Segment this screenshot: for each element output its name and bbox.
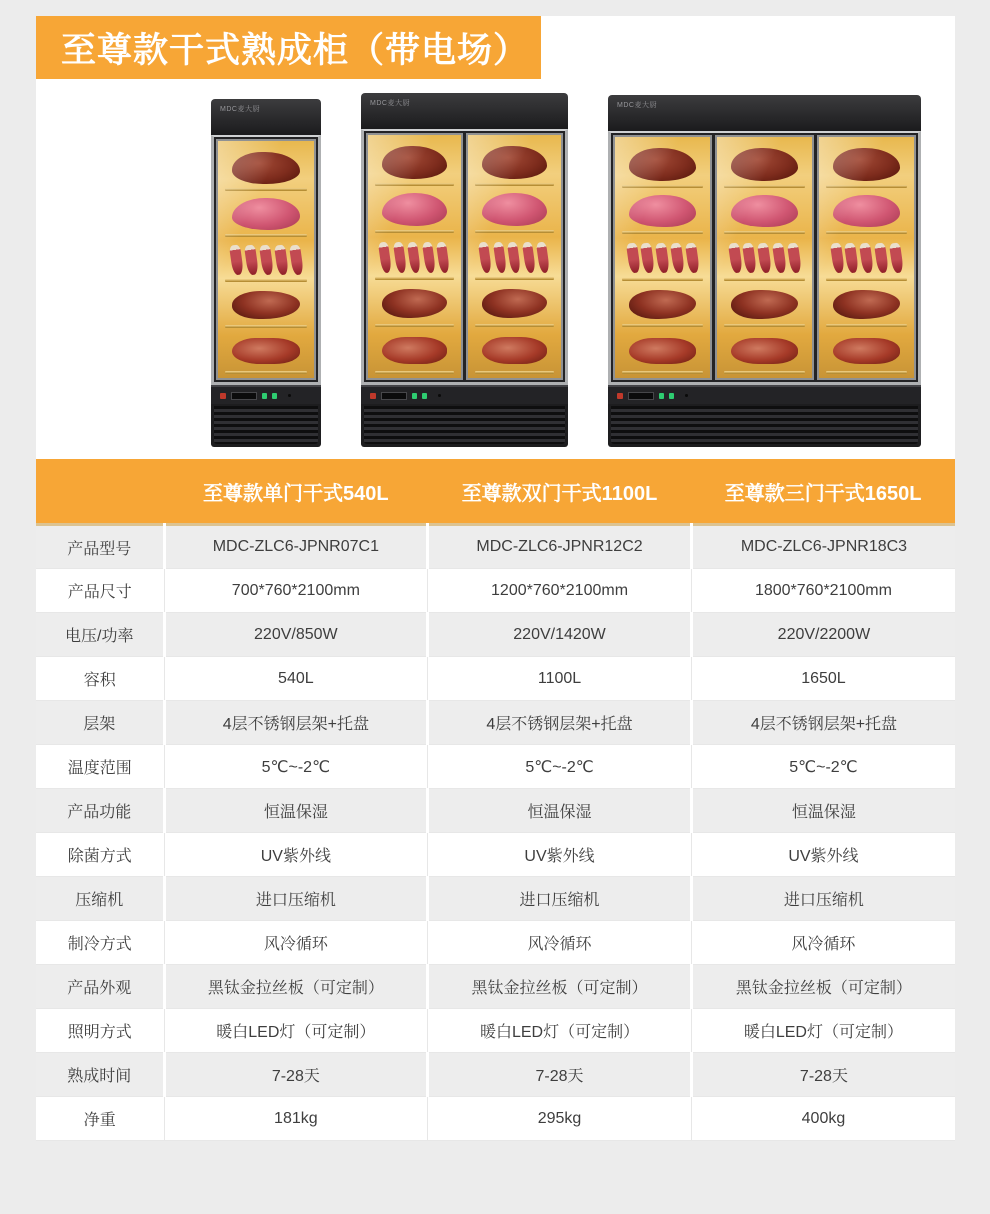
spec-value-cell: 进口压缩机 [164, 877, 428, 921]
meat-cut [629, 148, 695, 181]
control-panel [361, 387, 568, 404]
row-label: 产品外观 [36, 965, 164, 1009]
rib [422, 241, 437, 273]
product-spec-page [36, 16, 955, 1141]
table-row [36, 1053, 955, 1097]
control-button [422, 393, 427, 399]
control-panel [608, 387, 921, 404]
meat-cut [833, 290, 899, 319]
spec-value-cell: 7-28天 [164, 1053, 428, 1097]
page-title-banner [36, 16, 541, 79]
rib [478, 241, 493, 273]
meat-shelf [620, 234, 705, 281]
row-label: 温度范围 [36, 745, 164, 789]
rib [522, 241, 537, 273]
spec-value-cell: UV紫外线 [428, 833, 692, 877]
meat-shelf [824, 281, 909, 328]
glass-door [715, 135, 814, 380]
spec-value-cell: 1200*760*2100mm [428, 569, 692, 613]
rib [655, 242, 670, 274]
row-label: 压缩机 [36, 877, 164, 921]
lock-hole [685, 394, 688, 397]
spec-value-cell: 风冷循环 [428, 921, 692, 965]
compressor-base [608, 385, 921, 447]
spec-value-cell: 1100L [428, 657, 692, 701]
row-label: 产品尺寸 [36, 569, 164, 613]
spec-value-cell: 220V/1420W [428, 613, 692, 657]
rib [536, 241, 551, 273]
spec-value-cell: 暖白LED灯（可定制） [428, 1009, 692, 1053]
brand-logo: MDC麦大厨 [220, 106, 260, 113]
spec-value-cell: 4层不锈钢层架+托盘 [428, 701, 692, 745]
table-row [36, 569, 955, 613]
spec-value-cell: 暖白LED灯（可定制） [691, 1009, 955, 1053]
meat-cut [382, 337, 447, 363]
table-row [36, 613, 955, 657]
control-button [412, 393, 417, 399]
meat-shelf [824, 327, 909, 374]
rib [274, 245, 289, 276]
spec-table [36, 523, 955, 1141]
meat-shelf [473, 139, 556, 186]
spec-value-cell: 5℃~-2℃ [164, 745, 428, 789]
rib [787, 242, 802, 274]
meat-cut [629, 338, 695, 364]
meat-cut [232, 152, 299, 184]
spec-value-cell: 进口压缩机 [691, 877, 955, 921]
column-header-540l: 至尊款单门干式540L [203, 482, 389, 505]
spec-value-cell: MDC-ZLC6-JPNR07C1 [164, 525, 428, 569]
meat-shelf [223, 328, 309, 374]
spec-value-cell: 1800*760*2100mm [691, 569, 955, 613]
meat-shelf [722, 188, 807, 235]
rib [640, 242, 655, 274]
meat-shelf [373, 327, 456, 374]
table-row [36, 789, 955, 833]
single-door-cabinet-540l [211, 99, 321, 447]
meat-shelf [620, 188, 705, 235]
spec-value-cell: 黑钛金拉丝板（可定制） [428, 965, 692, 1009]
glass-door [216, 139, 316, 380]
vent-grille [214, 406, 318, 444]
meat-shelf [824, 141, 909, 188]
meat-cut [731, 338, 797, 364]
rib [874, 242, 889, 274]
meat-shelf [373, 186, 456, 233]
compressor-base [211, 385, 321, 447]
triple-door-cabinet-1650l [608, 95, 921, 447]
rib-rack [832, 242, 902, 274]
spec-value-cell: 7-28天 [691, 1053, 955, 1097]
meat-cut [382, 193, 447, 226]
row-label: 净重 [36, 1097, 164, 1141]
rib-rack [730, 242, 800, 274]
column-header-1100l: 至尊款双门干式1100L [461, 482, 658, 505]
meat-shelf [824, 188, 909, 235]
spec-value-cell: 风冷循环 [691, 921, 955, 965]
page-title: 至尊款干式熟成柜（带电场） [61, 30, 530, 70]
spec-value-cell: 1650L [691, 657, 955, 701]
cabinet-top-panel [361, 93, 568, 129]
spec-value-cell: 5℃~-2℃ [428, 745, 692, 789]
meat-cut [731, 148, 797, 181]
meat-shelf [620, 141, 705, 188]
product-image-area [36, 79, 955, 459]
rib [244, 245, 259, 276]
rib-rack [480, 241, 548, 273]
meat-cut [833, 148, 899, 181]
rib [436, 241, 451, 273]
control-button [262, 393, 267, 399]
cabinet-top-panel [608, 95, 921, 131]
rib [393, 241, 408, 273]
vent-grille [611, 406, 918, 444]
spec-value-cell: 4层不锈钢层架+托盘 [691, 701, 955, 745]
brand-logo: MDC麦大厨 [617, 102, 657, 109]
row-label: 产品功能 [36, 789, 164, 833]
rib [685, 242, 700, 274]
meat-cut [731, 290, 797, 319]
spec-value-cell: 295kg [428, 1097, 692, 1141]
meat-shelf [473, 280, 556, 327]
meat-cut [833, 195, 899, 228]
spec-value-cell: 700*760*2100mm [164, 569, 428, 613]
meat-cut [482, 146, 547, 179]
glass-door-section [608, 131, 921, 385]
spec-value-cell: 4层不锈钢层架+托盘 [164, 701, 428, 745]
spec-value-cell: 恒温保湿 [164, 789, 428, 833]
table-row [36, 833, 955, 877]
rib-rack [380, 241, 448, 273]
rib [859, 242, 874, 274]
table-row [36, 525, 955, 569]
meat-shelf [722, 234, 807, 281]
table-row [36, 921, 955, 965]
spec-value-cell: 进口压缩机 [428, 877, 692, 921]
spec-value-cell: 220V/2200W [691, 613, 955, 657]
glass-door [466, 133, 563, 380]
temperature-display [231, 392, 257, 400]
row-label: 产品型号 [36, 525, 164, 569]
meat-shelf [223, 282, 309, 328]
column-header-1650l: 至尊款三门干式1650L [724, 482, 922, 505]
rib [742, 242, 757, 274]
meat-cut [382, 289, 447, 318]
spec-value-cell: 7-28天 [428, 1053, 692, 1097]
table-row [36, 877, 955, 921]
meat-shelf [373, 139, 456, 186]
meat-shelf [373, 233, 456, 280]
spec-value-cell: 黑钛金拉丝板（可定制） [164, 965, 428, 1009]
meat-shelf [722, 281, 807, 328]
rib [378, 241, 393, 273]
spec-value-cell: 黑钛金拉丝板（可定制） [691, 965, 955, 1009]
meat-cut [731, 195, 797, 228]
table-row [36, 701, 955, 745]
spec-value-cell: 恒温保湿 [691, 789, 955, 833]
power-button [617, 393, 623, 399]
rib [229, 245, 244, 276]
rib [493, 241, 508, 273]
row-label: 容积 [36, 657, 164, 701]
glass-door-section [211, 135, 321, 385]
table-row [36, 1009, 955, 1053]
control-button [669, 393, 674, 399]
spec-value-cell: 540L [164, 657, 428, 701]
power-button [220, 393, 226, 399]
meat-shelf [223, 145, 309, 191]
rib [626, 242, 641, 274]
meat-shelf [824, 234, 909, 281]
meat-cut [232, 338, 299, 364]
row-label: 熟成时间 [36, 1053, 164, 1097]
rib [670, 242, 685, 274]
control-button [272, 393, 277, 399]
row-label: 照明方式 [36, 1009, 164, 1053]
power-button [370, 393, 376, 399]
temperature-display [381, 392, 407, 400]
spec-value-cell: UV紫外线 [691, 833, 955, 877]
meat-shelf [373, 280, 456, 327]
rib [259, 245, 274, 276]
meat-cut [232, 291, 299, 319]
control-panel [211, 387, 321, 404]
glass-door [366, 133, 463, 380]
meat-cut [232, 198, 299, 230]
lock-hole [288, 394, 291, 397]
spec-value-cell: MDC-ZLC6-JPNR12C2 [428, 525, 692, 569]
rib-rack [628, 242, 698, 274]
meat-cut [482, 337, 547, 363]
compressor-base [361, 385, 568, 447]
meat-shelf [473, 233, 556, 280]
rib [757, 242, 772, 274]
vent-grille [364, 406, 565, 444]
meat-shelf [722, 327, 807, 374]
rib [844, 242, 859, 274]
meat-shelf [223, 191, 309, 237]
spec-value-cell: 220V/850W [164, 613, 428, 657]
rib [407, 241, 422, 273]
brand-logo: MDC麦大厨 [370, 100, 410, 107]
lock-hole [438, 394, 441, 397]
row-label: 层架 [36, 701, 164, 745]
rib-rack [231, 244, 302, 275]
glass-door-section [361, 129, 568, 385]
meat-shelf [620, 327, 705, 374]
meat-cut [833, 338, 899, 364]
meat-cut [482, 289, 547, 318]
cabinet-top-panel [211, 99, 321, 135]
meat-cut [629, 290, 695, 319]
meat-shelf [722, 141, 807, 188]
glass-door [613, 135, 712, 380]
rib [507, 241, 522, 273]
table-column-header-band [36, 459, 955, 523]
glass-door [817, 135, 916, 380]
rib [728, 242, 743, 274]
row-label: 制冷方式 [36, 921, 164, 965]
double-door-cabinet-1100l [361, 93, 568, 447]
row-label: 除菌方式 [36, 833, 164, 877]
rib [289, 245, 304, 276]
spec-value-cell: 5℃~-2℃ [691, 745, 955, 789]
meat-cut [382, 146, 447, 179]
rib [772, 242, 787, 274]
table-row [36, 745, 955, 789]
table-row [36, 657, 955, 701]
row-label: 电压/功率 [36, 613, 164, 657]
rib [889, 242, 904, 274]
spec-value-cell: 181kg [164, 1097, 428, 1141]
spec-value-cell: 暖白LED灯（可定制） [164, 1009, 428, 1053]
spec-value-cell: UV紫外线 [164, 833, 428, 877]
table-row [36, 1097, 955, 1141]
spec-value-cell: 400kg [691, 1097, 955, 1141]
meat-shelf [620, 281, 705, 328]
meat-shelf [473, 327, 556, 374]
meat-cut [629, 195, 695, 228]
spec-value-cell: MDC-ZLC6-JPNR18C3 [691, 525, 955, 569]
rib [830, 242, 845, 274]
meat-cut [482, 193, 547, 226]
temperature-display [628, 392, 654, 400]
meat-shelf [223, 237, 309, 283]
spec-value-cell: 风冷循环 [164, 921, 428, 965]
spec-value-cell: 恒温保湿 [428, 789, 692, 833]
meat-shelf [473, 186, 556, 233]
control-button [659, 393, 664, 399]
table-row [36, 965, 955, 1009]
